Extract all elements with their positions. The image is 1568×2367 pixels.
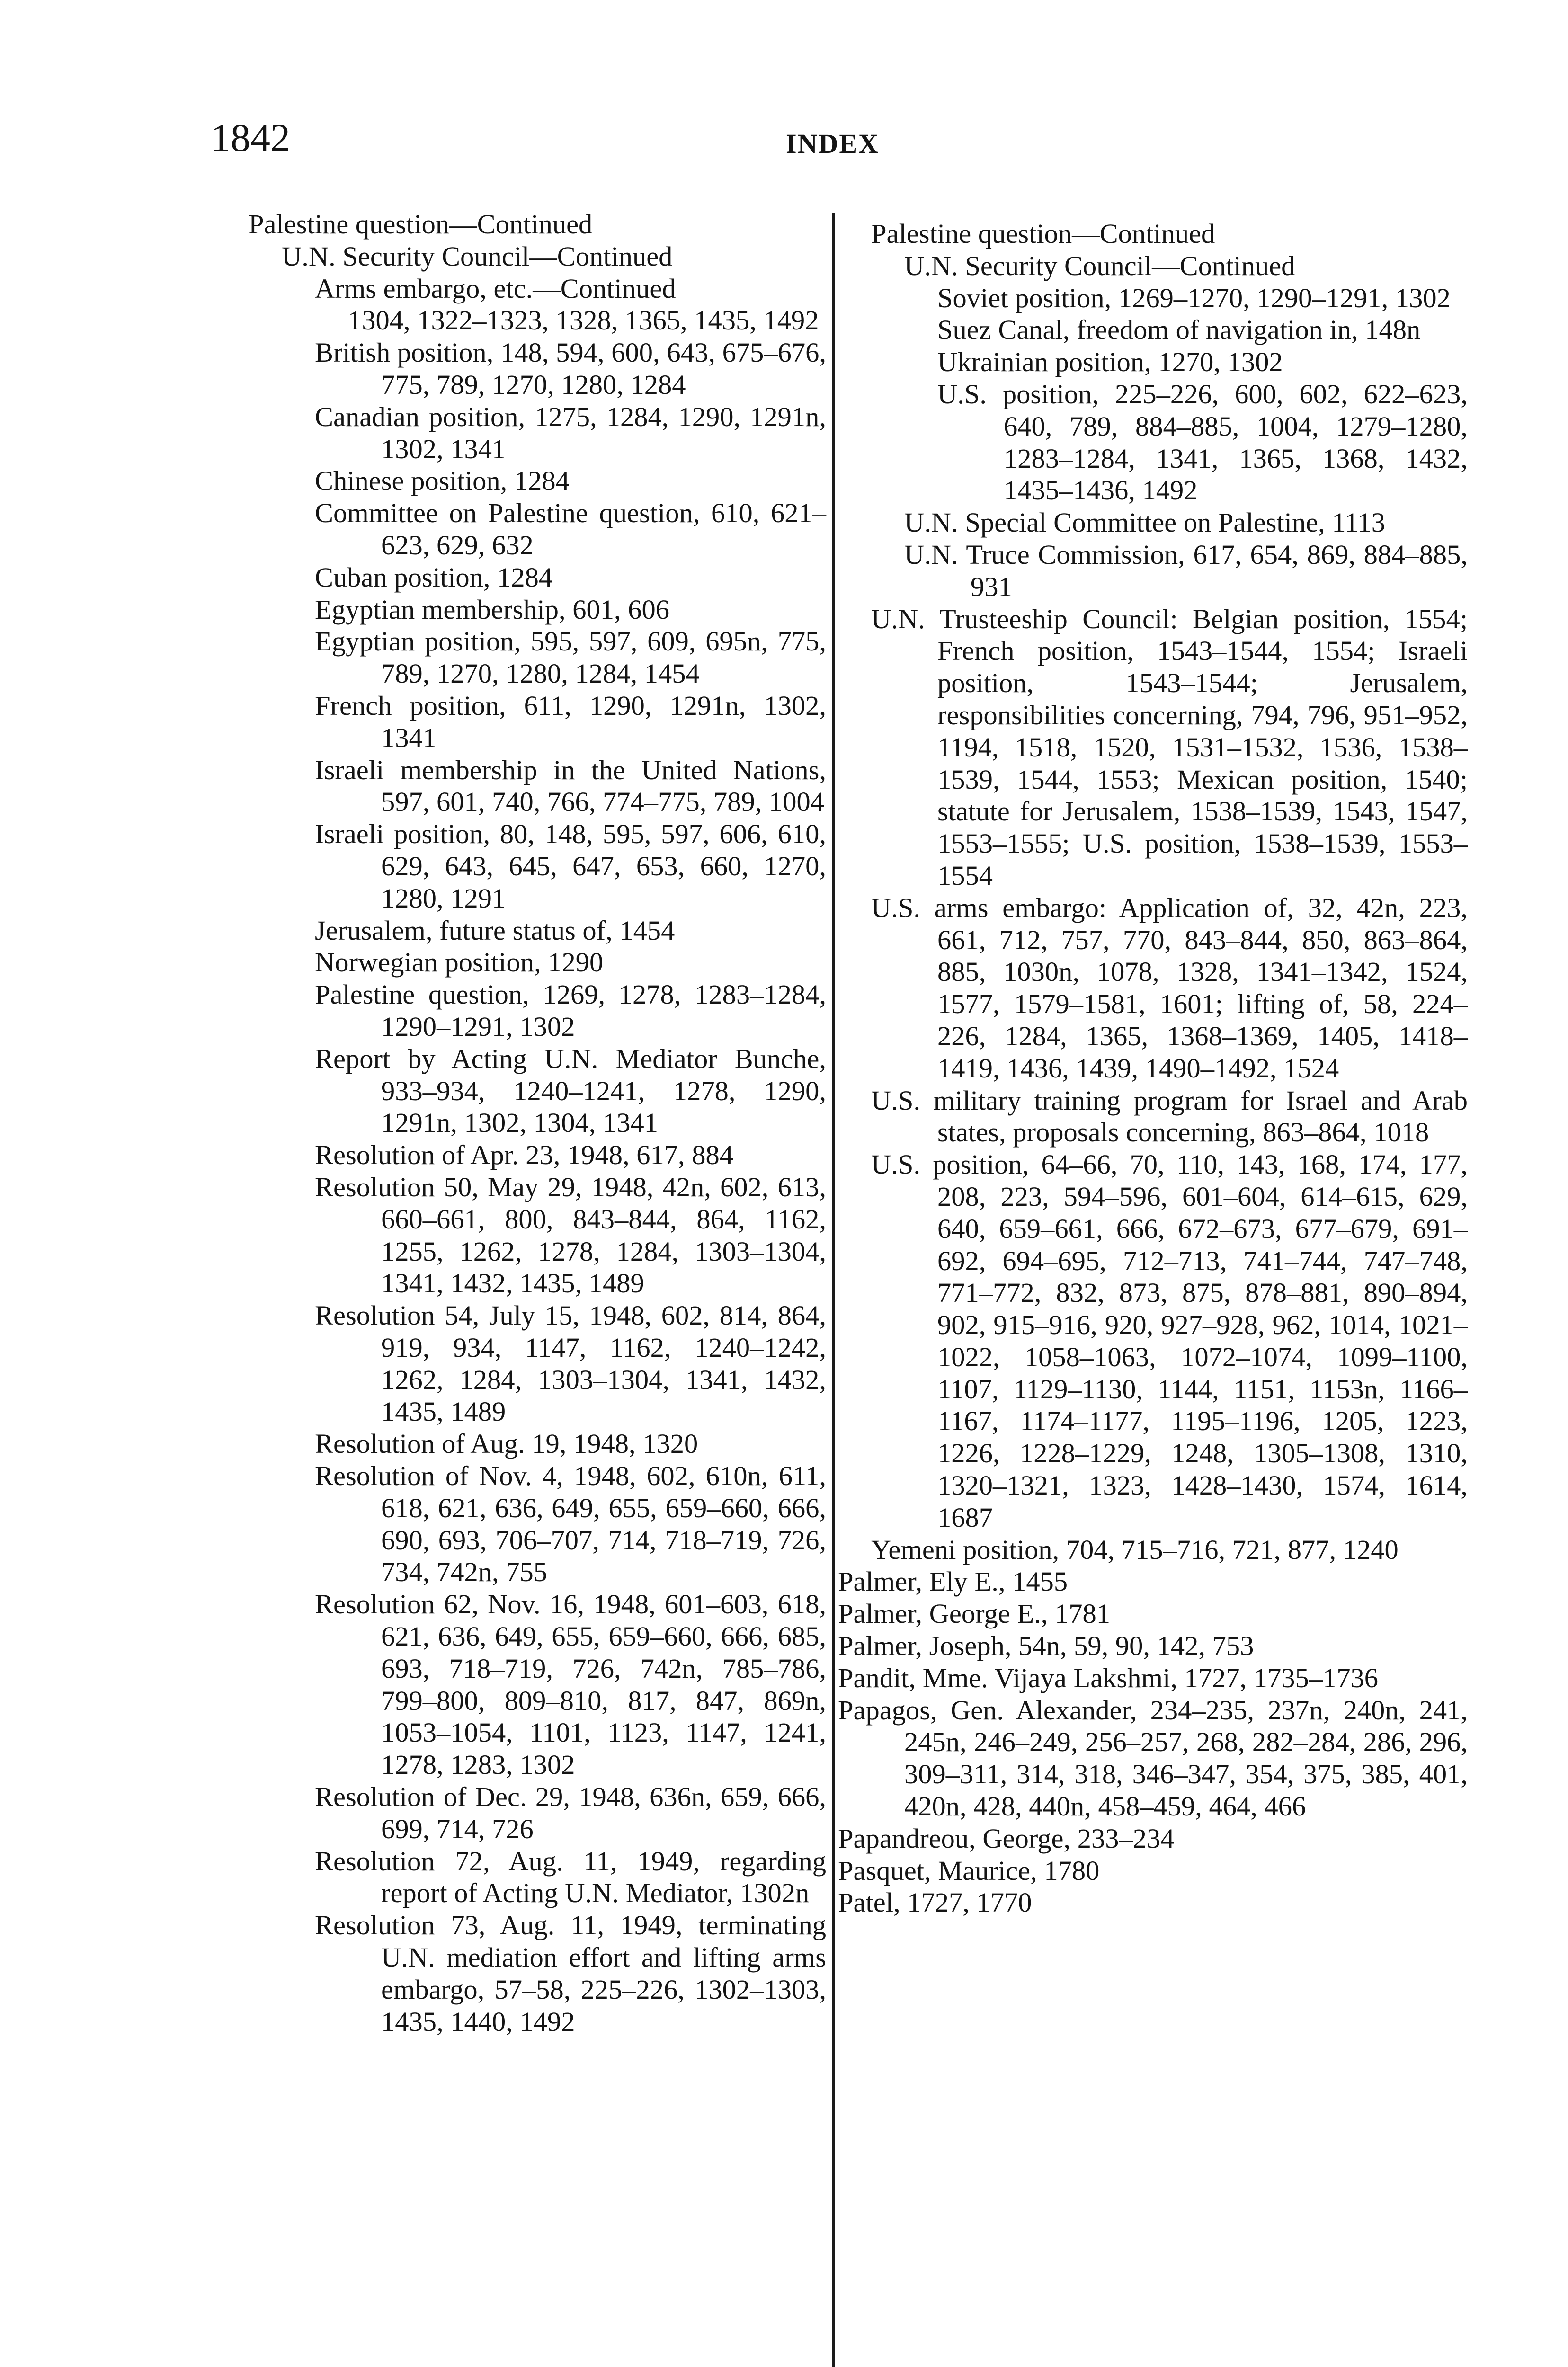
index-entry: Resolution of Nov. 4, 1948, 602, 610n, 611, 618, 621, 636, 649, 655, 659–660, 666, 690, 693, 706–707, 714, 718–719, 726, 734, 742n, 755 [315,1460,826,1588]
index-entry: Canadian position, 1275, 1284, 1290, 1291n, 1302, 1341 [315,401,826,464]
index-entry: 1304, 1322–1323, 1328, 1365, 1435, 1492 [348,305,819,336]
running-head: INDEX [786,128,879,159]
index-entry: Palmer, Joseph, 54n, 59, 90, 142, 753 [838,1630,1254,1662]
index-entry: U.S. arms embargo: Application of, 32, 42n, 223, 661, 712, 757, 770, 843–844, 850, 863–864, 885, 1030n, 1078, 1328, 1341–1342, 1524, 1577, 1579–1581, 1601; lifting of, 58, 224–226, 1284, 1365, 1368–1369, 1405, 1418–1419, 1436, 1439, 1490–1492, 1524 [871,892,1468,1084]
index-entry: Committee on Palestine question, 610, 621–623, 629, 632 [315,498,826,561]
index-entry: Resolution 72, Aug. 11, 1949, regarding report of Acting U.N. Mediator, 1302n [315,1845,826,1909]
index-entry: Resolution 62, Nov. 16, 1948, 601–603, 618, 621, 636, 649, 655, 659–660, 666, 685, 693, 718–719, 726, 742n, 785–786, 799–800, 809–810, 817, 847, 869n, 1053–1054, 1101, 1123, 1147, 1241, 1278, 1283, 1302 [315,1589,826,1780]
index-entry: British position, 148, 594, 600, 643, 675–676, 775, 789, 1270, 1280, 1284 [315,337,826,400]
index-entry: Papandreou, George, 233–234 [838,1823,1175,1854]
index-entry: U.S. military training program for Israel and Arab states, proposals concerning, 863–864, 1018 [871,1085,1468,1148]
index-entry: Egyptian position, 595, 597, 609, 695n, 775, 789, 1270, 1280, 1284, 1454 [315,626,826,689]
index-entry: Chinese position, 1284 [315,465,570,497]
index-entry: Resolution 50, May 29, 1948, 42n, 602, 613, 660–661, 800, 843–844, 864, 1162, 1255, 1262, 1278, 1284, 1303–1304, 1341, 1432, 1435, 1489 [315,1171,826,1299]
index-entry: Resolution 73, Aug. 11, 1949, terminating U.N. mediation effort and lifting arms embargo, 57–58, 225–226, 1302–1303, 1435, 1440, 1492 [315,1910,826,2037]
index-entry: Cuban position, 1284 [315,561,553,593]
index-entry: Palmer, George E., 1781 [838,1598,1110,1629]
index-entry: Report by Acting U.N. Mediator Bunche, 933–934, 1240–1241, 1278, 1290, 1291n, 1302, 1304, 1341 [315,1043,826,1139]
index-entry: Pandit, Mme. Vijaya Lakshmi, 1727, 1735–1736 [838,1662,1378,1693]
index-entry: Pasquet, Maurice, 1780 [838,1855,1100,1886]
index-entry: Israeli position, 80, 148, 595, 597, 606, 610, 629, 643, 645, 647, 653, 660, 1270, 1280, 1291 [315,819,826,914]
index-entry: Soviet position, 1269–1270, 1290–1291, 1302 [937,282,1451,313]
index-entry: Resolution of Aug. 19, 1948, 1320 [315,1428,698,1459]
index-entry: U.S. position, 225–226, 600, 602, 622–623, 640, 789, 884–885, 1004, 1279–1280, 1283–1284, 1341, 1365, 1368, 1432, 1435–1436, 1492 [937,378,1468,506]
index-entry: French position, 611, 1290, 1291n, 1302, 1341 [315,690,826,753]
index-entry: U.S. position, 64–66, 70, 110, 143, 168, 174, 177, 208, 223, 594–596, 601–604, 614–615, 629, 640, 659–661, 666, 672–673, 677–679, 691–692, 694–695, 712–713, 741–744, 747–748, 771–772, 832, 873, 875, 878–881, 890–894, 902, 915–916, 920, 927–928, 962, 1014, 1021–1022, 1058–1063, 1072–1074, 1099–1100, 1107, 1129–1130, 1144, 1151, 1153n, 1166–1167, 1174–1177, 1195–1196, 1205, 1223, 1226, 1228–1229, 1248, 1305–1308, 1310, 1320–1321, 1323, 1428–1430, 1574, 1614, 1687 [871,1149,1468,1533]
index-entry: Ukrainian position, 1270, 1302 [937,347,1283,378]
page-number: 1842 [211,116,290,160]
column-divider [832,213,835,2367]
index-entry: U.N. Truce Commission, 617, 654, 869, 884–885, 931 [904,539,1468,602]
index-entry: Resolution of Apr. 23, 1948, 617, 884 [315,1139,734,1171]
index-entry: Palestine question—Continued [871,218,1215,249]
index-entry: Suez Canal, freedom of navigation in, 148n [937,314,1421,346]
index-entry: Arms embargo, etc.—Continued [315,273,676,304]
index-entry: U.N. Special Committee on Palestine, 1113 [904,507,1386,538]
index-entry: Resolution of Dec. 29, 1948, 636n, 659, 666, 699, 714, 726 [315,1781,826,1844]
index-entry: Egyptian membership, 601, 606 [315,594,670,625]
index-entry: U.N. Trusteeship Council: Belgian position, 1554; French position, 1543–1544, 1554; Israeli position, 1543–1544; Jerusalem, responsibilities concerning, 794, 796, 951–952, 1194, 1518, 1520, 1531–1532, 1536, 1538–1539, 1544, 1553; Mexican position, 1540; statute for Jerusalem, 1538–1539, 1543, 1547, 1553–1555; U.S. position, 1538–1539, 1553–1554 [871,603,1468,891]
index-entry: Patel, 1727, 1770 [838,1887,1032,1918]
index-entry: Palestine question, 1269, 1278, 1283–1284, 1290–1291, 1302 [315,979,826,1042]
index-entry: Norwegian position, 1290 [315,947,604,978]
index-column-left [215,208,826,2038]
index-column-right [838,218,1468,1919]
index-entry: U.N. Security Council—Continued [904,250,1295,281]
index-entry: Palestine question—Continued [249,209,593,240]
index-entry: Palmer, Ely E., 1455 [838,1566,1068,1597]
index-entry: Papagos, Gen. Alexander, 234–235, 237n, 240n, 241, 245n, 246–249, 256–257, 268, 282–284, 286, 296, 309–311, 314, 318, 346–347, 354, 375, 385, 401, 420n, 428, 440n, 458–459, 464, 466 [838,1694,1468,1822]
index-entry: U.N. Security Council—Continued [282,240,673,272]
index-entry: Jerusalem, future status of, 1454 [315,915,675,946]
index-entry: Israeli membership in the United Nations, 597, 601, 740, 766, 774–775, 789, 1004 [315,754,826,818]
index-entry: Yemeni position, 704, 715–716, 721, 877, 1240 [871,1534,1399,1565]
index-entry: Resolution 54, July 15, 1948, 602, 814, 864, 919, 934, 1147, 1162, 1240–1242, 1262, 1284, 1303–1304, 1341, 1432, 1435, 1489 [315,1300,826,1427]
